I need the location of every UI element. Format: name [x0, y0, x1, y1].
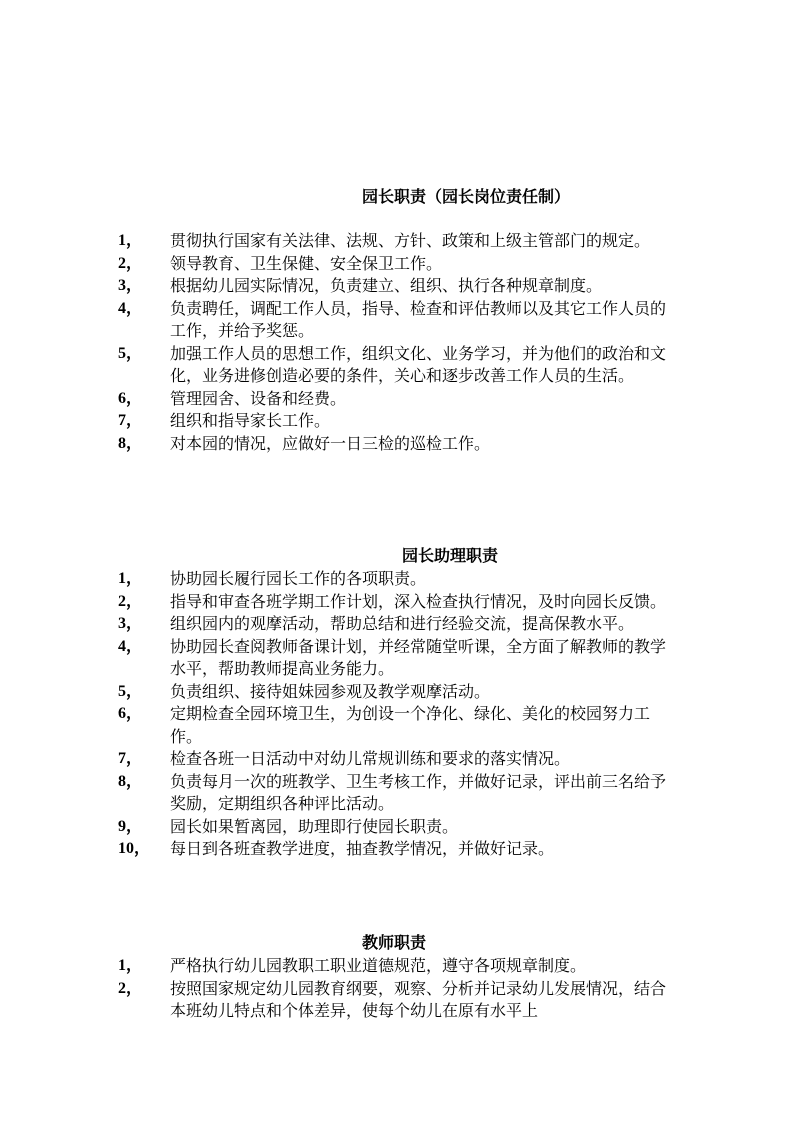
- item-number: 4，: [118, 299, 143, 317]
- list-item: [118, 838, 678, 861]
- item-number: 7，: [118, 412, 143, 429]
- item-number: 6，: [118, 389, 143, 407]
- item-number: 8，: [118, 772, 143, 790]
- item-text: 加强工作人员的思想工作，组织文化、业务学习，并为他们的政治和文化，业务进修创造必要的条件，关心和逐步改善工作人员的生活。: [170, 343, 667, 385]
- item-number: 5，: [118, 682, 143, 700]
- list-item: [118, 978, 678, 1023]
- item-number: 8，: [118, 434, 143, 452]
- item-number: 4，: [118, 637, 143, 655]
- list-item: [118, 253, 678, 276]
- item-text: 负责每月一次的班教学、卫生考核工作，并做好记录，评出前三名给予奖励，定期组织各种评比活动。: [170, 771, 667, 813]
- section-title-assistant: 园长助理职责: [402, 546, 499, 565]
- list-item: [118, 748, 678, 771]
- item-text: 负责聘任，调配工作人员，指导、检查和评估教师以及其它工作人员的工作，并给予奖惩。: [170, 298, 667, 340]
- item-text: 负责组织、接待姐妹园参观及教学观摩活动。: [170, 681, 491, 701]
- item-text: 对本园的情况，应做好一日三检的巡检工作。: [170, 433, 491, 453]
- item-number: 1，: [118, 957, 143, 974]
- item-text: 组织园内的观摩活动，帮助总结和进行经验交流，提高保教水平。: [170, 614, 635, 633]
- item-number: 2，: [118, 592, 143, 610]
- list-item: [118, 275, 678, 298]
- item-number: 5，: [118, 344, 143, 362]
- item-text: 指导和审查各班学期工作计划，深入检查执行情况，及时向园长反馈。: [170, 591, 667, 611]
- item-text: 领导教育、卫生保健、安全保卫工作。: [170, 253, 443, 273]
- list-item: [118, 816, 678, 839]
- list-item: [118, 433, 678, 456]
- teacher-duties-list: [118, 955, 678, 1023]
- item-number: 3，: [118, 615, 143, 632]
- item-number: 2，: [118, 979, 143, 997]
- item-number: 6，: [118, 705, 143, 722]
- list-item: [118, 343, 678, 388]
- list-item: [118, 388, 678, 411]
- item-number: 7，: [118, 750, 143, 767]
- list-item: [118, 771, 678, 816]
- list-item: [118, 681, 678, 704]
- list-item: [118, 568, 678, 591]
- director-duties-list: [118, 230, 678, 455]
- item-text: 协助园长履行园长工作的各项职责。: [170, 569, 427, 588]
- item-text: 根据幼儿园实际情况，负责建立、组织、执行各种规章制度。: [170, 276, 603, 295]
- item-text: 按照国家规定幼儿园教育纲要，观察、分析并记录幼儿发展情况，结合本班幼儿特点和个体差异，使每个幼儿在原有水平上: [170, 978, 667, 1020]
- item-number: 3，: [118, 277, 143, 294]
- item-text: 每日到各班查教学进度，抽查教学情况，并做好记录。: [170, 839, 555, 858]
- list-item: [118, 298, 678, 343]
- list-item: [118, 703, 678, 748]
- item-text: 定期检查全园环境卫生，为创设一个净化、绿化、美化的校园努力工作。: [170, 704, 651, 746]
- item-text: 园长如果暂离园，助理即行使园长职责。: [170, 816, 459, 836]
- item-number: 1，: [118, 232, 143, 249]
- item-text: 严格执行幼儿园教职工职业道德规范，遵守各项规章制度。: [170, 956, 587, 975]
- item-number: 10，: [118, 840, 151, 857]
- list-item: [118, 613, 678, 636]
- item-number: 2，: [118, 254, 143, 272]
- list-item: [118, 230, 678, 253]
- item-number: 1，: [118, 570, 143, 587]
- item-text: 检查各班一日活动中对幼儿常规训练和要求的落实情况。: [170, 749, 571, 768]
- item-text: 组织和指导家长工作。: [170, 411, 331, 430]
- section-title-director: 园长职责（园长岗位责任制）: [362, 187, 571, 206]
- list-item: [118, 591, 678, 614]
- assistant-duties-list: [118, 568, 678, 861]
- item-text: 管理园舍、设备和经费。: [170, 388, 347, 408]
- section-title-teacher: 教师职责: [362, 933, 427, 952]
- item-number: 9，: [118, 817, 143, 835]
- list-item: [118, 636, 678, 681]
- item-text: 贯彻执行国家有关法律、法规、方针、政策和上级主管部门的规定。: [170, 231, 651, 250]
- list-item: [118, 410, 678, 433]
- list-item: [118, 955, 678, 978]
- item-text: 协助园长查阅教师备课计划，并经常随堂听课，全方面了解教师的教学水平，帮助教师提高业务能力。: [170, 636, 667, 678]
